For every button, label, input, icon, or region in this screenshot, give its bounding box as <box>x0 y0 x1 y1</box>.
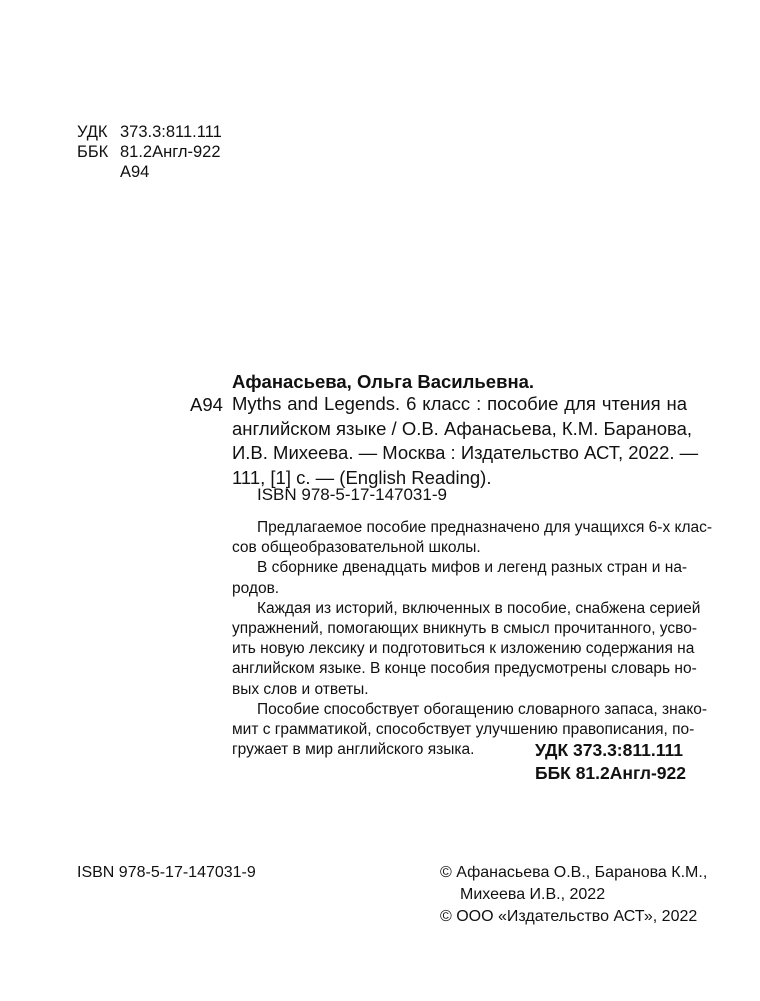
author-heading: Афанасьева, Ольга Васильевна. <box>232 371 535 392</box>
copyright-authors-cont: Михеева И.В., 2022 <box>460 886 606 903</box>
copyright-publisher: © ООО «Издательство АСТ», 2022 <box>440 908 698 925</box>
abstract-line: ить новую лексику и подготовиться к изложению содержания на <box>232 640 695 658</box>
abstract-line: Пособие способствует обогащению словарного запаса, знако- <box>257 700 708 718</box>
bibliographic-description <box>232 392 699 490</box>
description-line: английском языке / О.В. Афанасьева, К.М. Баранова, <box>232 417 693 439</box>
bbk-bold: ББК 81.2Англ-922 <box>535 763 686 783</box>
isbn-footer: ISBN 978-5-17-147031-9 <box>77 864 256 881</box>
description-line: Myths and Legends. 6 класс : пособие для чтения на <box>232 393 687 414</box>
abstract-line: Предлагаемое пособие предназначено для учащихся 6-х клас- <box>257 519 713 536</box>
author-mark-side: А94 <box>190 394 223 415</box>
abstract-line: упражнений, помогающих вникнуть в смысл прочитанного, усво- <box>232 620 697 638</box>
description-line: И.В. Михеева. — Москва : Издательство АСТ, 2022. — <box>232 442 699 463</box>
bbk-code: 81.2Англ-922 <box>120 143 221 161</box>
author-mark-top: А94 <box>120 163 150 181</box>
abstract <box>232 518 713 760</box>
copyright-authors: © Афанасьева О.В., Баранова К.М., <box>440 864 708 881</box>
abstract-line: мит с грамматикой, способствует улучшению правописания, по- <box>232 721 695 739</box>
abstract-line: английском языке. В конце пособия предусмотрены словарь но- <box>232 660 697 678</box>
udk-bold: УДК 373.3:811.111 <box>535 740 683 760</box>
bbk-label: ББК <box>77 143 109 161</box>
abstract-line: гружает в мир английского языка. <box>232 741 475 759</box>
abstract-line: вых слов и ответы. <box>232 680 369 698</box>
udk-label: УДК <box>77 123 108 141</box>
udk-code: 373.3:811.111 <box>120 123 222 141</box>
abstract-line: родов. <box>232 579 280 597</box>
abstract-line: сов общеобразовательной школы. <box>232 539 481 557</box>
description-line: 111, [1] с. — (English Reading). <box>232 466 492 488</box>
abstract-line: Каждая из историй, включенных в пособие, снабжена серией <box>257 599 701 617</box>
abstract-line: В сборнике двенадцать мифов и легенд разных стран и на- <box>257 559 688 577</box>
isbn-record: ISBN 978-5-17-147031-9 <box>257 485 447 504</box>
